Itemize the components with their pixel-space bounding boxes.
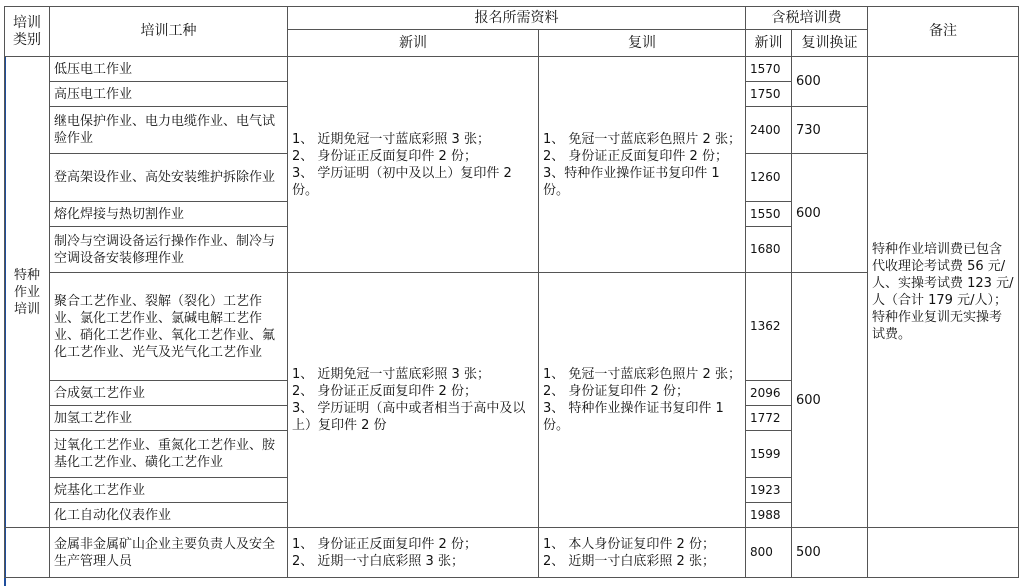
header-work-type: 培训工种: [50, 7, 288, 57]
header-fee-renew: 复训换证: [792, 30, 868, 57]
group2-renew-fee: 600: [792, 273, 868, 528]
fee-new-cell: 1570: [746, 57, 792, 82]
header-remark: 备注: [868, 7, 1019, 57]
group1-renew-fee-c: 600: [792, 154, 868, 273]
fee-new-cell: 1680: [746, 227, 792, 273]
group3-new-materials: 1、 身份证正反面复印件 2 份； 2、 近期一寸白底彩照 3 张；: [288, 528, 539, 578]
work-type-cell: 低压电工作业: [50, 57, 288, 82]
group1-renew-fee-a: 600: [792, 57, 868, 107]
fee-new-cell: 1772: [746, 406, 792, 431]
work-type-cell: 化工自动化仪表作业: [50, 503, 288, 528]
work-type-cell: 制冷与空调设备运行操作作业、制冷与空调设备安装修理作业: [50, 227, 288, 273]
header-category: 培训 类别: [5, 7, 50, 57]
fee-new-cell: 800: [746, 528, 792, 578]
work-type-cell: 加氢工艺作业: [50, 406, 288, 431]
group2-renew-materials: 1、 免冠一寸蓝底彩色照片 2 张； 2、 身份证复印件 2 份； 3、 特种作业操作证书复印件 1 份。: [539, 273, 746, 528]
fee-new-cell: 1750: [746, 82, 792, 107]
work-type-cell: 过氧化工艺作业、重氮化工艺作业、胺基化工艺作业、磺化工艺作业: [50, 431, 288, 478]
fee-new-cell: 1599: [746, 431, 792, 478]
work-type-cell: 高压电工作业: [50, 82, 288, 107]
fee-new-cell: 1988: [746, 503, 792, 528]
fee-new-cell: 1923: [746, 478, 792, 503]
work-type-cell: 继电保护作业、电力电缆作业、电气试验作业: [50, 107, 288, 154]
work-type-cell: 聚合工艺作业、裂解（裂化）工艺作业、氯化工艺作业、氯碱电解工艺作业、硝化工艺作业、氧化工艺作业、氟化工艺作业、光气及光气化工艺作业: [50, 273, 288, 381]
fee-new-cell: 2096: [746, 381, 792, 406]
group1-renew-materials: 1、 免冠一寸蓝底彩色照片 2 张； 2、 身份证正反面复印件 2 份； 3、特种作业操作证书复印件 1 份。: [539, 57, 746, 273]
work-type-cell: 金属非金属矿山企业主要负责人及安全生产管理人员: [50, 528, 288, 578]
fee-new-cell: 1362: [746, 273, 792, 381]
group2-new-materials: 1、 近期免冠一寸蓝底彩照 3 张； 2、 身份证正反面复印件 2 份； 3、 学历证明（高中或者相当于高中及以上）复印件 2 份: [288, 273, 539, 528]
category-special: 特种 作业 培训: [5, 57, 50, 528]
work-type-cell: 登高架设作业、高处安装维护拆除作业: [50, 154, 288, 202]
header-materials: 报名所需资料: [288, 7, 746, 30]
remark-cell: 特种作业培训费已包含代收理论考试费 56 元/人、实操考试费 123 元/人（合计 179 元/人）；特种作业复训无实操考试费。: [868, 57, 1019, 528]
work-type-cell: 熔化焊接与热切割作业: [50, 202, 288, 227]
group3-renew-materials: 1、 本人身份证复印件 2 份； 2、 近期一寸白底彩照 2 张；: [539, 528, 746, 578]
remark-cell-empty: [868, 528, 1019, 578]
group3-renew-fee: 500: [792, 528, 868, 578]
work-type-cell: 合成氨工艺作业: [50, 381, 288, 406]
header-fee: 含税培训费: [746, 7, 868, 30]
header-fee-new: 新训: [746, 30, 792, 57]
group1-renew-fee-b: 730: [792, 107, 868, 154]
group1-new-materials: 1、 近期免冠一寸蓝底彩照 3 张； 2、 身份证正反面复印件 2 份； 3、 学历证明（初中及以上）复印件 2 份。: [288, 57, 539, 273]
header-materials-renew: 复训: [539, 30, 746, 57]
header-materials-new: 新训: [288, 30, 539, 57]
training-fee-table: [4, 6, 1019, 578]
fee-new-cell: 2400: [746, 107, 792, 154]
fee-new-cell: 1260: [746, 154, 792, 202]
work-type-cell: 烷基化工艺作业: [50, 478, 288, 503]
category-mining: [5, 528, 50, 578]
fee-new-cell: 1550: [746, 202, 792, 227]
